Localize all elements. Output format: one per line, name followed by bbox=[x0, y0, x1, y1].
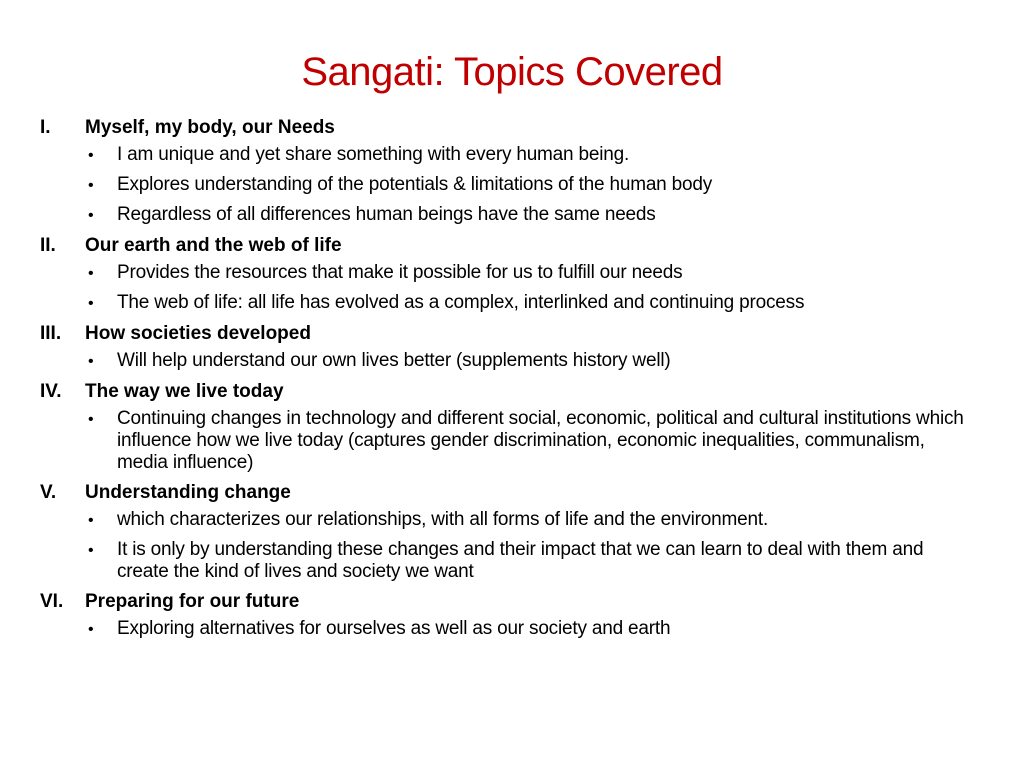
topic-item bbox=[40, 322, 980, 373]
bullet-item bbox=[40, 204, 980, 227]
topic-title: Our earth and the web of life bbox=[85, 235, 342, 256]
topic-bullets bbox=[40, 509, 980, 583]
bullet-icon: • bbox=[88, 542, 94, 559]
topic-bullets bbox=[40, 144, 980, 227]
bullet-item bbox=[40, 509, 980, 532]
bullet-icon: • bbox=[88, 207, 94, 224]
topic-heading bbox=[40, 234, 980, 258]
bullet-icon: • bbox=[88, 177, 94, 194]
topic-numeral: IV. bbox=[40, 381, 62, 402]
bullet-text: Explores understanding of the potentials & limitations of the human body bbox=[117, 174, 713, 195]
topic-bullets bbox=[40, 618, 980, 641]
bullet-text: It is only by understanding these changes and their impact that we can learn to deal with them and create the kind of lives and society we want bbox=[117, 539, 924, 582]
topic-numeral: VI. bbox=[40, 591, 64, 612]
slide-title: Sangati: Topics Covered bbox=[301, 50, 723, 94]
bullet-text: Will help understand our own lives better (supplements history well) bbox=[117, 350, 671, 371]
topic-numeral: III. bbox=[40, 323, 62, 344]
bullet-text: Provides the resources that make it possible for us to fulfill our needs bbox=[117, 262, 683, 283]
topic-heading bbox=[40, 116, 980, 140]
topic-item bbox=[40, 481, 980, 583]
topic-heading bbox=[40, 380, 980, 404]
topic-bullets bbox=[40, 262, 980, 315]
topics-list bbox=[40, 116, 980, 648]
bullet-item bbox=[40, 618, 980, 641]
bullet-text: which characterizes our relationships, with all forms of life and the environment. bbox=[117, 509, 769, 530]
topic-item bbox=[40, 380, 980, 474]
bullet-icon: • bbox=[88, 512, 94, 529]
bullet-text: I am unique and yet share something with every human being. bbox=[117, 144, 630, 165]
bullet-icon: • bbox=[88, 147, 94, 164]
bullet-item bbox=[40, 144, 980, 167]
topic-numeral: II. bbox=[40, 235, 56, 256]
topic-item bbox=[40, 234, 980, 315]
topic-bullets bbox=[40, 350, 980, 373]
bullet-text: The web of life: all life has evolved as a complex, interlinked and continuing process bbox=[117, 292, 805, 313]
bullet-item bbox=[40, 262, 980, 285]
topic-item bbox=[40, 116, 980, 227]
topic-title: How societies developed bbox=[85, 323, 311, 344]
bullet-icon: • bbox=[88, 353, 94, 370]
bullet-item bbox=[40, 408, 980, 474]
topic-numeral: V. bbox=[40, 482, 57, 503]
bullet-item bbox=[40, 539, 980, 583]
bullet-icon: • bbox=[88, 411, 94, 428]
topic-title: Myself, my body, our Needs bbox=[85, 117, 335, 138]
topic-title: The way we live today bbox=[85, 381, 284, 402]
bullet-item bbox=[40, 350, 980, 373]
bullet-item bbox=[40, 174, 980, 197]
topic-heading bbox=[40, 322, 980, 346]
topic-heading bbox=[40, 590, 980, 614]
bullet-icon: • bbox=[88, 265, 94, 282]
bullet-text: Continuing changes in technology and different social, economic, political and cultural institutions which influence how we live today (captures gender discrimination, economic inequalities, communalism, media influence) bbox=[117, 408, 964, 473]
bullet-icon: • bbox=[88, 295, 94, 312]
topic-item bbox=[40, 590, 980, 641]
topic-title: Understanding change bbox=[85, 482, 291, 503]
bullet-icon: • bbox=[88, 621, 94, 638]
bullet-text: Regardless of all differences human beings have the same needs bbox=[117, 204, 656, 225]
topic-heading bbox=[40, 481, 980, 505]
topic-bullets bbox=[40, 408, 980, 474]
topic-title: Preparing for our future bbox=[85, 591, 300, 612]
topic-numeral: I. bbox=[40, 117, 51, 138]
bullet-item bbox=[40, 292, 980, 315]
bullet-text: Exploring alternatives for ourselves as well as our society and earth bbox=[117, 618, 671, 639]
